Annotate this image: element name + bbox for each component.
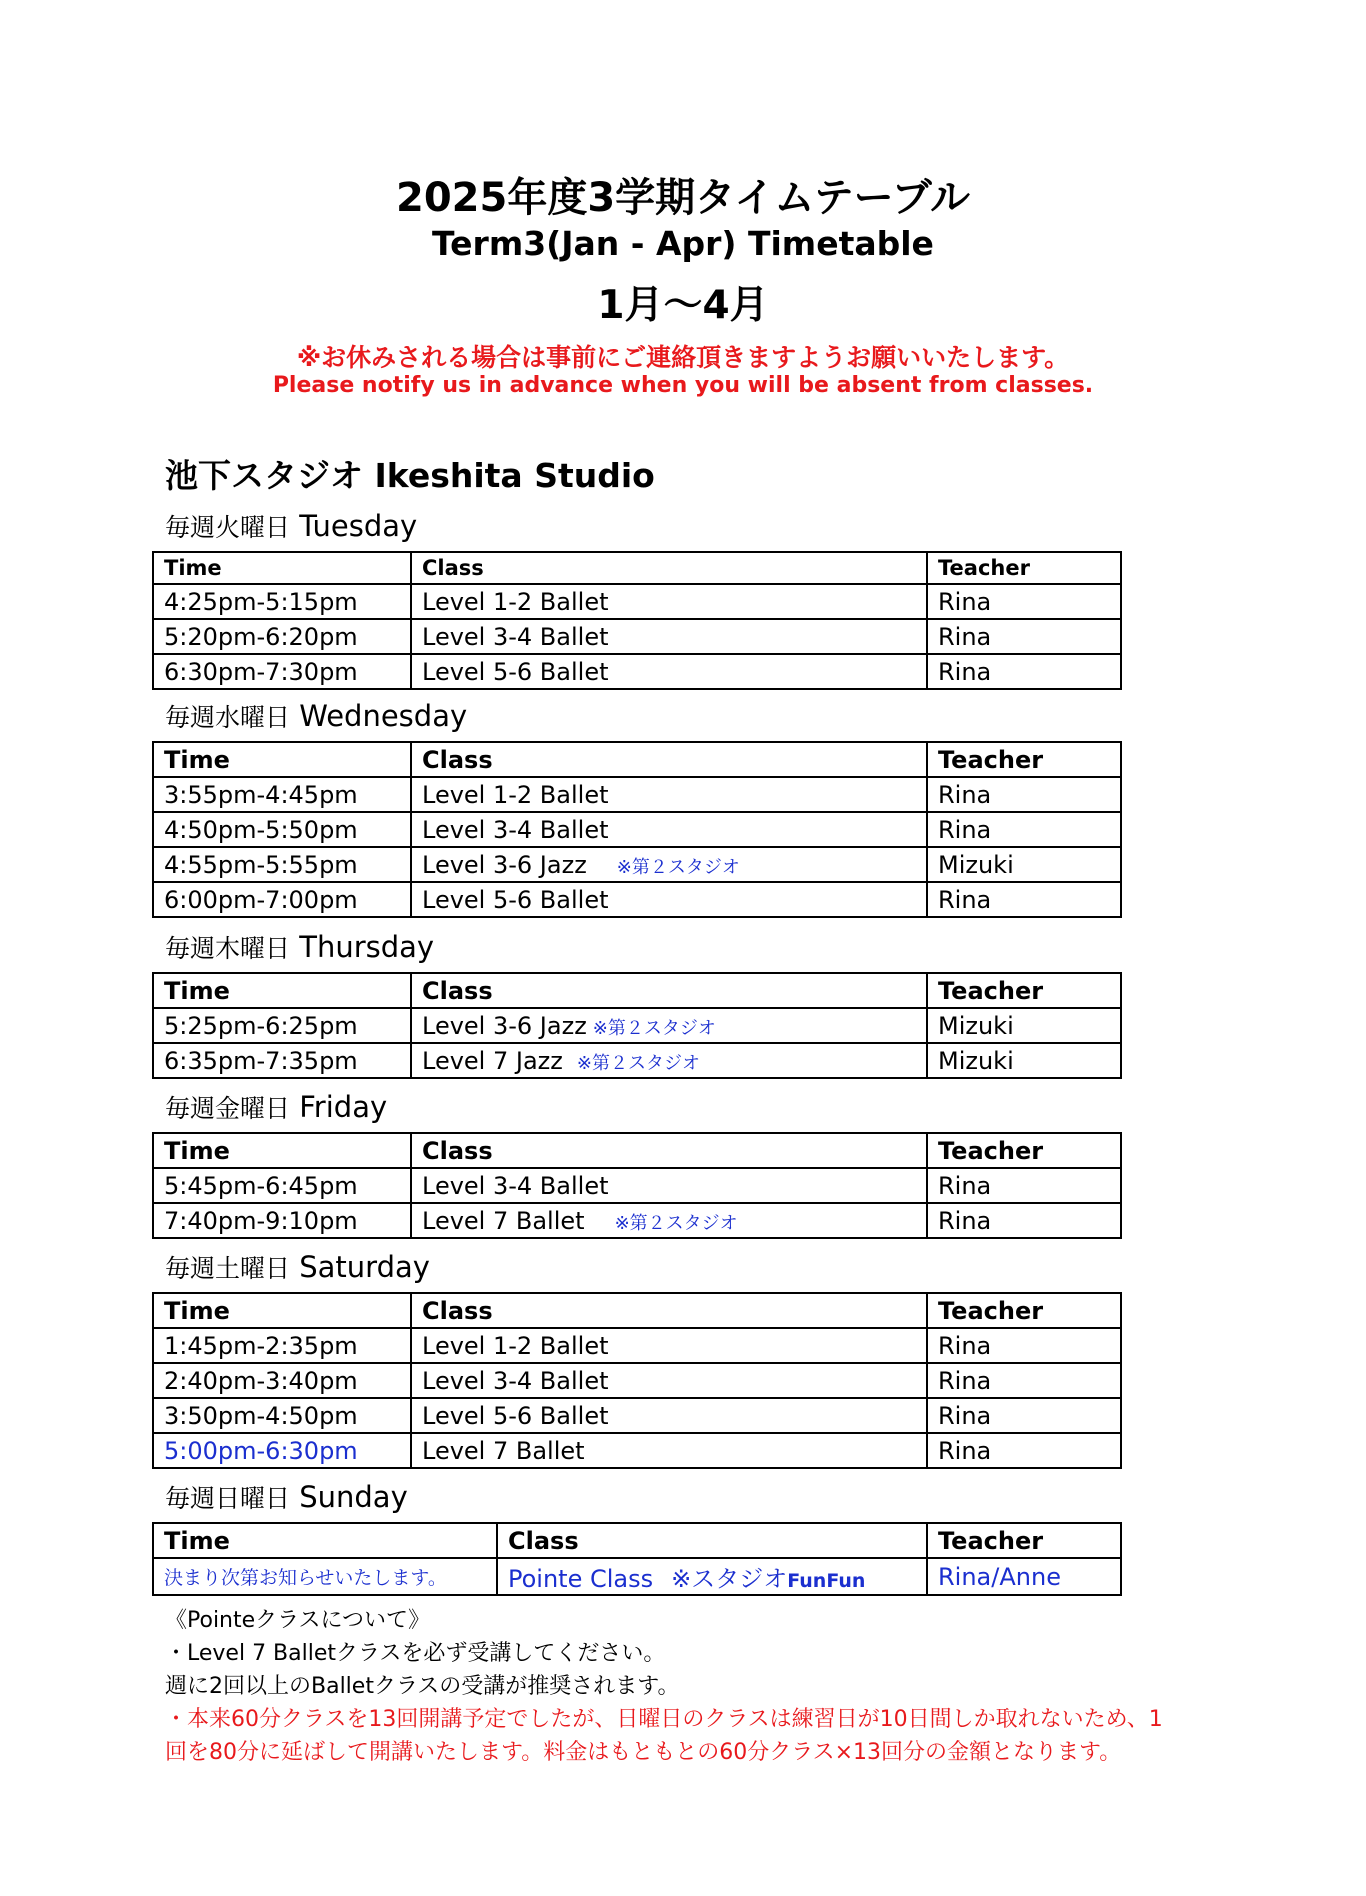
class-cell: Level 3-4 Ballet xyxy=(411,619,927,654)
teacher-cell: Rina xyxy=(927,1363,1121,1398)
table-row xyxy=(153,847,1121,882)
col-time-header: Time xyxy=(153,1293,411,1328)
timetable-thursday xyxy=(152,972,1122,1079)
time-cell: 2:40pm-3:40pm xyxy=(153,1363,411,1398)
day-heading-jp: 毎週金曜日 xyxy=(165,1094,291,1123)
teacher-cell: Rina xyxy=(927,1203,1121,1238)
studio-heading: 池下スタジオ Ikeshita Studio xyxy=(165,456,655,495)
teacher-cell: Rina xyxy=(927,1398,1121,1433)
class-cell xyxy=(411,847,927,882)
studio-note-suffix: FunFun xyxy=(787,1570,866,1592)
class-cell: Level 3-4 Ballet xyxy=(411,1363,927,1398)
day-heading-jp: 毎週木曜日 xyxy=(165,934,291,963)
teacher-cell: Rina xyxy=(927,619,1121,654)
class-cell: Level 1-2 Ballet xyxy=(411,1328,927,1363)
class-cell: Level 3-4 Ballet xyxy=(411,812,927,847)
class-name: Level 3-6 Jazz xyxy=(422,850,587,879)
class-name: Level 7 Jazz xyxy=(422,1046,563,1075)
timetable-wednesday xyxy=(152,741,1122,918)
table-row xyxy=(153,882,1121,917)
time-cell: 4:50pm-5:50pm xyxy=(153,812,411,847)
time-cell: 1:45pm-2:35pm xyxy=(153,1328,411,1363)
day-heading-en: Tuesday xyxy=(299,509,418,543)
day-heading-en: Saturday xyxy=(299,1250,430,1284)
teacher-cell: Rina xyxy=(927,654,1121,689)
table-row xyxy=(153,584,1121,619)
time-cell: 5:20pm-6:20pm xyxy=(153,619,411,654)
table-row xyxy=(153,777,1121,812)
time-cell: 6:00pm-7:00pm xyxy=(153,882,411,917)
table-header-row xyxy=(153,1293,1121,1328)
studio-note: ※第２スタジオ xyxy=(616,856,740,878)
class-name: Level 3-6 Jazz xyxy=(422,1011,587,1040)
class-cell: Level 3-4 Ballet xyxy=(411,1168,927,1203)
col-teacher-header: Teacher xyxy=(927,973,1121,1008)
time-cell: 3:55pm-4:45pm xyxy=(153,777,411,812)
day-heading-thursday xyxy=(165,929,434,965)
table-row xyxy=(153,1328,1121,1363)
col-teacher-header: Teacher xyxy=(927,1523,1121,1558)
col-time-header: Time xyxy=(153,552,411,584)
pointe-notes xyxy=(165,1604,1163,1769)
day-heading-en: Thursday xyxy=(299,930,435,964)
table-header-row xyxy=(153,552,1121,584)
class-cell: Level 7 Ballet xyxy=(411,1433,927,1468)
table-row xyxy=(153,654,1121,689)
notes-line: ・Level 7 Balletクラスを必ず受講してください。 xyxy=(165,1641,666,1666)
timetable-saturday xyxy=(152,1292,1122,1469)
notes-line: 回を80分に延ばして開講いたします。料金はもともとの60分クラス×13回分の金額となります。 xyxy=(165,1740,1122,1765)
class-name: Level 7 Ballet xyxy=(422,1206,585,1235)
col-class-header: Class xyxy=(411,1133,927,1168)
class-cell xyxy=(411,1203,927,1238)
col-class-header: Class xyxy=(497,1523,927,1558)
studio-note: ※スタジオ xyxy=(671,1565,788,1593)
col-time-header: Time xyxy=(153,742,411,777)
time-cell: 5:00pm-6:30pm xyxy=(153,1433,411,1468)
col-class-header: Class xyxy=(411,973,927,1008)
time-cell: 6:30pm-7:30pm xyxy=(153,654,411,689)
col-teacher-header: Teacher xyxy=(927,1133,1121,1168)
teacher-cell: Mizuki xyxy=(927,1043,1121,1078)
class-name: Pointe Class xyxy=(508,1565,654,1593)
col-time-header: Time xyxy=(153,1523,497,1558)
class-cell: Level 5-6 Ballet xyxy=(411,654,927,689)
teacher-cell: Rina xyxy=(927,584,1121,619)
page-title-jp: 2025年度3学期タイムテーブル xyxy=(396,175,970,221)
table-row xyxy=(153,1168,1121,1203)
table-header-row xyxy=(153,1133,1121,1168)
day-heading-wednesday xyxy=(165,698,467,734)
time-cell: 4:25pm-5:15pm xyxy=(153,584,411,619)
class-cell: Level 5-6 Ballet xyxy=(411,882,927,917)
day-heading-en: Friday xyxy=(299,1090,388,1124)
table-row xyxy=(153,619,1121,654)
table-row xyxy=(153,1008,1121,1043)
teacher-cell: Rina xyxy=(927,1433,1121,1468)
day-heading-jp: 毎週土曜日 xyxy=(165,1254,291,1283)
notes-line: ・本来60分クラスを13回開講予定でしたが、日曜日のクラスは練習日が10日間しか取れないため、1 xyxy=(165,1707,1163,1732)
day-heading-jp: 毎週水曜日 xyxy=(165,703,291,732)
day-heading-friday xyxy=(165,1089,387,1125)
time-cell: 5:25pm-6:25pm xyxy=(153,1008,411,1043)
time-cell: 6:35pm-7:35pm xyxy=(153,1043,411,1078)
studio-note: ※第２スタジオ xyxy=(592,1017,716,1039)
table-row xyxy=(153,1043,1121,1078)
teacher-cell: Rina xyxy=(927,777,1121,812)
timetable-tuesday xyxy=(152,551,1122,690)
col-time-header: Time xyxy=(153,973,411,1008)
table-header-row xyxy=(153,742,1121,777)
table-header-row xyxy=(153,973,1121,1008)
day-heading-en: Wednesday xyxy=(299,699,468,733)
col-teacher-header: Teacher xyxy=(927,1293,1121,1328)
table-header-row xyxy=(153,1523,1121,1558)
teacher-cell: Rina xyxy=(927,882,1121,917)
teacher-cell: Mizuki xyxy=(927,1008,1121,1043)
table-row xyxy=(153,1433,1121,1468)
time-cell: 4:55pm-5:55pm xyxy=(153,847,411,882)
table-row xyxy=(153,1398,1121,1433)
day-heading-jp: 毎週火曜日 xyxy=(165,513,291,542)
col-class-header: Class xyxy=(411,742,927,777)
class-cell: Level 1-2 Ballet xyxy=(411,777,927,812)
studio-note: ※第２スタジオ xyxy=(614,1212,738,1234)
col-teacher-header: Teacher xyxy=(927,552,1121,584)
absence-notice-en: Please notify us in advance when you will be absent from classes. xyxy=(272,373,1094,398)
day-heading-jp: 毎週日曜日 xyxy=(165,1484,291,1513)
timetable-friday xyxy=(152,1132,1122,1239)
teacher-cell: Rina/Anne xyxy=(927,1558,1121,1595)
teacher-cell: Mizuki xyxy=(927,847,1121,882)
day-heading-en: Sunday xyxy=(299,1480,408,1514)
table-row xyxy=(153,1363,1121,1398)
notes-heading: 《Pointeクラスについて》 xyxy=(165,1608,431,1633)
col-time-header: Time xyxy=(153,1133,411,1168)
teacher-cell: Rina xyxy=(927,1168,1121,1203)
absence-notice-jp: ※お休みされる場合は事前にご連絡頂きますようお願いいたします。 xyxy=(296,343,1070,372)
class-cell xyxy=(411,1043,927,1078)
day-heading-tuesday xyxy=(165,508,417,544)
term-months: 1月～4月 xyxy=(597,283,769,328)
time-cell: 決まり次第お知らせいたします。 xyxy=(153,1558,497,1595)
col-class-header: Class xyxy=(411,1293,927,1328)
class-cell xyxy=(411,1008,927,1043)
time-cell: 3:50pm-4:50pm xyxy=(153,1398,411,1433)
col-class-header: Class xyxy=(411,552,927,584)
class-cell: Level 5-6 Ballet xyxy=(411,1398,927,1433)
time-cell: 5:45pm-6:45pm xyxy=(153,1168,411,1203)
timetable-sunday xyxy=(152,1522,1122,1596)
table-row xyxy=(153,812,1121,847)
teacher-cell: Rina xyxy=(927,812,1121,847)
notes-line: 週に2回以上のBalletクラスの受講が推奨されます。 xyxy=(165,1674,680,1699)
table-row xyxy=(153,1558,1121,1595)
time-cell: 7:40pm-9:10pm xyxy=(153,1203,411,1238)
page-title-en: Term3(Jan - Apr) Timetable xyxy=(432,224,934,263)
table-row xyxy=(153,1203,1121,1238)
day-heading-sunday xyxy=(165,1479,408,1515)
class-cell xyxy=(497,1558,927,1595)
class-cell: Level 1-2 Ballet xyxy=(411,584,927,619)
teacher-cell: Rina xyxy=(927,1328,1121,1363)
day-heading-saturday xyxy=(165,1249,430,1285)
studio-note: ※第２スタジオ xyxy=(576,1052,700,1074)
col-teacher-header: Teacher xyxy=(927,742,1121,777)
